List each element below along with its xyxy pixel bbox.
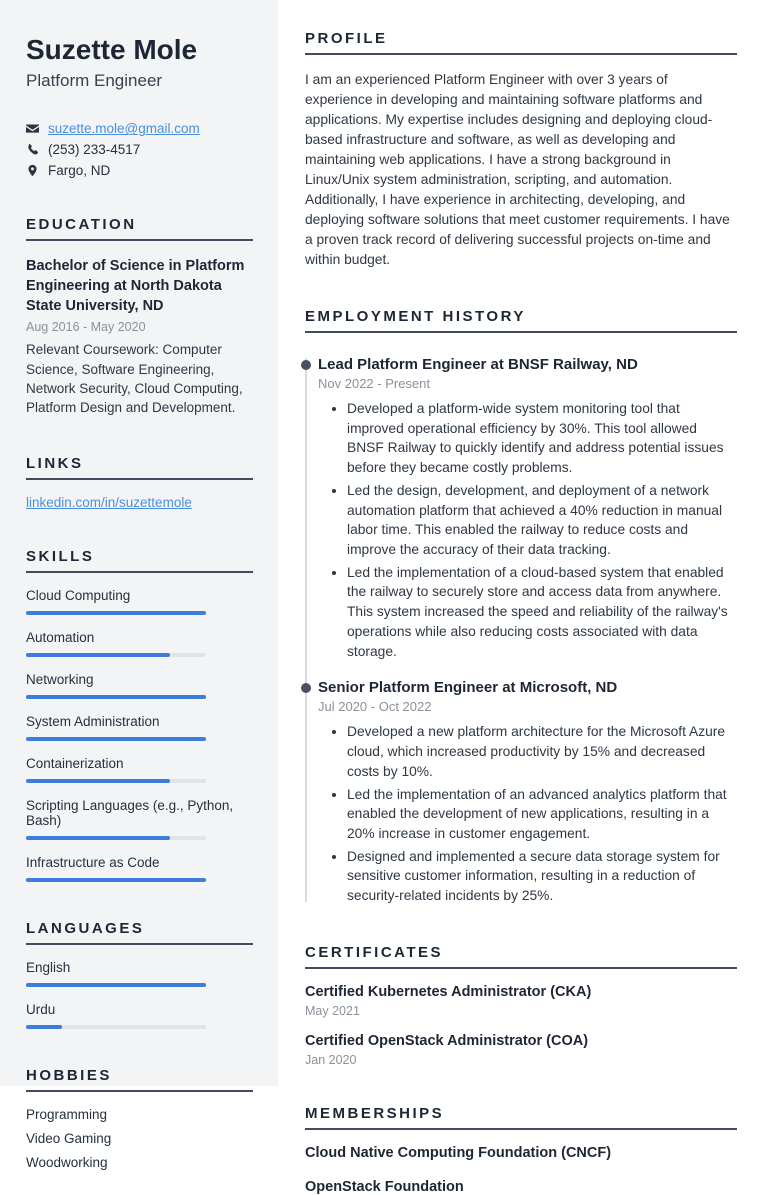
contact-email-row xyxy=(26,121,253,136)
education-dates: Aug 2016 - May 2020 xyxy=(26,320,146,335)
skill-label: Automation xyxy=(26,629,95,645)
job-dates: Nov 2022 - Present xyxy=(318,376,431,391)
profile-heading: PROFILE xyxy=(305,30,737,55)
job-dates: Jul 2020 - Oct 2022 xyxy=(318,699,432,715)
skill-bar-fill xyxy=(26,779,170,783)
job-bullet: • Developed a platform-wide system monitoring tool that improved operational efficiency by 30%. This tool allowed BNSF Railway to quickly identify and address potential issues before they became costly problems. xyxy=(347,399,737,478)
sidebar xyxy=(0,0,278,1170)
skill-item xyxy=(26,672,253,699)
certificate-title: Certified Kubernetes Administrator (CKA) xyxy=(305,983,592,1000)
phone-number: (253) 233-4517 xyxy=(48,142,141,158)
skill-label: System Administration xyxy=(26,713,160,729)
certificate-title: Certified OpenStack Administrator (COA) xyxy=(305,1032,589,1049)
employment-timeline xyxy=(305,348,737,906)
hobbies-heading: HOBBIES xyxy=(26,1067,253,1092)
hobby-item: Video Gaming xyxy=(26,1130,112,1146)
profile-text: I am an experienced Platform Engineer with over 3 years of experience in developing and maintaining software platforms and applications. My expertise includes designing and deploying cloud-based infrastructure and software, as well as developing and maintaining web applications. I have a strong background in Linux/Unix system administration, scripting, and automation. Additionally, I have experience in architecting, developing, and deploying software solutions that meet customer requirements. I have a proven track record of delivering successful projects on-time and within budget. xyxy=(305,72,730,267)
link-item xyxy=(26,495,253,510)
certificate-item xyxy=(305,1033,737,1067)
language-bar-track xyxy=(26,1025,206,1029)
skill-bar-track xyxy=(26,737,206,741)
contact-phone-row xyxy=(26,142,253,157)
languages-heading: LANGUAGES xyxy=(26,920,253,945)
person-job-title: Platform Engineer xyxy=(26,71,163,91)
email-icon xyxy=(26,122,39,135)
job-title: Senior Platform Engineer at Microsoft, ND xyxy=(318,679,618,697)
hobbies-section xyxy=(26,1067,253,1170)
skill-label: Networking xyxy=(26,671,94,687)
language-bar-track xyxy=(26,983,206,987)
person-name: Suzette Mole xyxy=(26,34,198,65)
hobby-item: Programming xyxy=(26,1106,108,1122)
language-label: Urdu xyxy=(26,1001,56,1017)
skill-bar-fill xyxy=(26,737,206,741)
skill-bar-track xyxy=(26,836,206,840)
skill-item xyxy=(26,756,253,783)
skill-label: Cloud Computing xyxy=(26,587,131,603)
skill-bar-track xyxy=(26,878,206,882)
job-bullet: • Developed a new platform architecture for the Microsoft Azure cloud, which increased productivity by 15% and decreased costs by 10%. xyxy=(347,722,737,781)
skill-label: Containerization xyxy=(26,755,124,771)
language-item xyxy=(26,1002,253,1029)
membership-item: OpenStack Foundation xyxy=(305,1178,464,1195)
linkedin-link[interactable]: linkedin.com/in/suzettemole xyxy=(26,494,192,510)
languages-section xyxy=(26,920,253,1029)
skill-bar-track xyxy=(26,611,206,615)
timeline-dot-icon xyxy=(301,683,311,693)
certificates-section xyxy=(305,944,737,1067)
skill-bar-fill xyxy=(26,878,206,882)
skill-item xyxy=(26,588,253,615)
memberships-section xyxy=(305,1105,737,1195)
skill-item xyxy=(26,798,253,840)
skill-bar-track xyxy=(26,695,206,699)
links-heading: LINKS xyxy=(26,455,253,480)
certificate-item xyxy=(305,984,737,1018)
certificates-heading: CERTIFICATES xyxy=(305,944,737,969)
timeline-dot-icon xyxy=(301,360,311,370)
job-bullet: • Designed and implemented a secure data storage system for sensitive customer information, resulting in a reduction of security-related incidents by 25%. xyxy=(347,847,737,906)
skills-heading: SKILLS xyxy=(26,548,253,573)
memberships-heading: MEMBERSHIPS xyxy=(305,1105,737,1130)
hobby-item: Woodworking xyxy=(26,1154,108,1170)
education-heading: EDUCATION xyxy=(26,216,253,241)
language-bar-fill xyxy=(26,983,206,987)
main-content xyxy=(278,0,768,1195)
skill-bar-fill xyxy=(26,611,206,615)
skill-bar-fill xyxy=(26,836,170,840)
job-bullet: • Led the implementation of an advanced analytics platform that enabled the development of new applications, resulting in a 20% increase in customer engagement. xyxy=(347,785,737,844)
job-bullet-list xyxy=(318,722,737,905)
skill-bar-track xyxy=(26,653,206,657)
skill-item xyxy=(26,855,253,882)
email-link[interactable]: suzette.mole@gmail.com xyxy=(48,121,200,137)
skill-bar-track xyxy=(26,779,206,783)
contact-block xyxy=(26,121,253,178)
skill-label: Scripting Languages (e.g., Python, Bash) xyxy=(26,797,234,828)
language-label: English xyxy=(26,959,71,975)
job-entry xyxy=(305,356,737,661)
education-section xyxy=(26,216,253,417)
membership-item: Cloud Native Computing Foundation (CNCF) xyxy=(305,1144,612,1161)
skill-bar-fill xyxy=(26,695,206,699)
skill-label: Infrastructure as Code xyxy=(26,854,160,870)
job-entry xyxy=(305,679,737,905)
certificate-date: Jan 2020 xyxy=(305,1052,357,1067)
skill-item xyxy=(26,630,253,657)
language-item xyxy=(26,960,253,987)
contact-location-row xyxy=(26,163,253,178)
job-bullet: • Led the design, development, and deployment of a network automation platform that achieved a 40% reduction in manual labor time. This enabled the railway to reduce costs and improve the accuracy of their data tracking. xyxy=(347,481,737,560)
profile-section xyxy=(305,30,737,270)
education-description: Relevant Coursework: Computer Science, Software Engineering, Network Security, Cloud Computing, Platform Design and Development. xyxy=(26,342,243,415)
certificate-date: May 2021 xyxy=(305,1003,360,1018)
skill-bar-fill xyxy=(26,653,170,657)
education-degree: Bachelor of Science in Platform Engineering at North Dakota State University, ND xyxy=(26,258,245,315)
location-pin-icon xyxy=(26,164,39,177)
job-bullet-list xyxy=(318,399,737,661)
phone-icon xyxy=(26,143,39,156)
employment-section xyxy=(305,308,737,906)
employment-heading: EMPLOYMENT HISTORY xyxy=(305,308,737,333)
links-section xyxy=(26,455,253,510)
skill-item xyxy=(26,714,253,741)
job-title: Lead Platform Engineer at BNSF Railway, ND xyxy=(318,356,638,373)
job-bullet: • Led the implementation of a cloud-based system that enabled the railway to securely store and access data from anywhere. This system increased the speed and reliability of the railway's operations while also reducing costs associated with data storage. xyxy=(347,563,737,662)
skills-section xyxy=(26,548,253,882)
language-bar-fill xyxy=(26,1025,62,1029)
location-text: Fargo, ND xyxy=(48,163,111,179)
